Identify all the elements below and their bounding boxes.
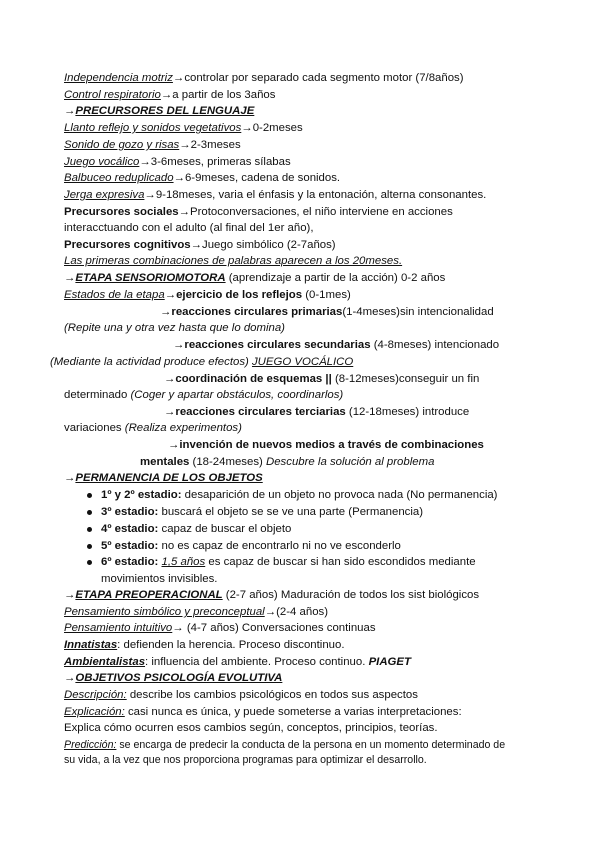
arrow-icon: → xyxy=(164,406,176,418)
line-precursores-cognitivos xyxy=(64,238,336,252)
reference: JUEGO VOCÁLICO xyxy=(251,356,354,368)
definition: →a partir de los 3años xyxy=(160,89,276,101)
note: (Coger y apartar obstáculos, coordinarlos) xyxy=(130,389,344,401)
text: variaciones xyxy=(64,422,125,434)
definition: casi nunca es única, y puede someterse a varias interpretaciones: xyxy=(124,706,462,718)
stage-name: mentales xyxy=(140,456,190,468)
stage-text: no es capaz de encontrarlo ni no ve esconderlo xyxy=(158,540,401,552)
term: Balbuceo reduplicado xyxy=(64,172,174,184)
bullet-icon xyxy=(87,544,92,549)
term: Pensamiento intuitivo xyxy=(64,622,173,634)
line-mentales xyxy=(140,455,434,469)
stage-label: 5º estadio: xyxy=(101,540,159,552)
definition: →Juego simbólico (2-7años) xyxy=(190,239,336,251)
heading-objetivos-psicologia xyxy=(64,671,282,685)
definition: se encarga de predecir la conducta de la persona en un momento determinado de xyxy=(116,739,506,751)
bullet-icon xyxy=(87,560,92,565)
stage-age: (12-18meses) introduce xyxy=(345,406,470,418)
stage-name: ejercicio de los reflejos xyxy=(176,289,303,301)
arrow-icon: → xyxy=(168,439,180,451)
text: su vida, a la vez que nos proporciona programas para optimizar el desarrollo. xyxy=(64,754,427,766)
line-descripcion xyxy=(64,688,418,702)
stage-text: desaparición de un objeto no provoca nada (No permanencia) xyxy=(181,489,498,501)
note: (Realiza experimentos) xyxy=(124,422,242,434)
term: Precursores cognitivos xyxy=(64,239,191,251)
term: Precursores sociales xyxy=(64,206,179,218)
line-innatistas xyxy=(64,638,345,652)
heading-etapa-sensoriomotora xyxy=(64,271,445,285)
stage-text: es capaz de buscar si han sido escondidos mediante xyxy=(205,556,476,568)
line-independencia-motriz xyxy=(64,71,464,85)
line-control-respiratorio xyxy=(64,88,275,102)
term: Descripción: xyxy=(64,689,127,701)
heading-text: PRECURSORES DEL LENGUAJE xyxy=(75,105,255,117)
term: Independencia motriz xyxy=(64,72,173,84)
definition: →3-6meses, primeras sílabas xyxy=(139,156,291,168)
definition: →9-18meses, varia el énfasis y la entonación, alterna consonantes. xyxy=(144,189,487,201)
line-mediante-actividad xyxy=(50,355,353,369)
definition: describe los cambios psicológicos en todos sus aspectos xyxy=(126,689,418,701)
definition: →0-2meses xyxy=(241,122,303,134)
arrow-icon: → xyxy=(164,289,177,301)
line-llanto-reflejo xyxy=(64,121,303,135)
line-sonido-gozo xyxy=(64,138,241,152)
line-pensamiento-simbolico xyxy=(64,605,328,619)
text: Explica cómo ocurren esos cambios según, conceptos, principios, teorías. xyxy=(64,722,438,734)
stage-text: buscará el objeto se se ve una parte (Permanencia) xyxy=(158,506,424,518)
text: Las primeras combinaciones de palabras aparecen a los 20meses. xyxy=(64,255,403,267)
line-precursores-sociales xyxy=(64,205,453,219)
heading-text: ETAPA SENSORIOMOTORA xyxy=(75,272,226,284)
line-explicacion xyxy=(64,705,462,719)
term: Control respiratorio xyxy=(64,89,161,101)
definition: : influencia del ambiente. Proceso continuo. xyxy=(145,656,369,668)
line-reacciones-primarias xyxy=(160,305,494,319)
stage-age: 1,5 años xyxy=(161,556,206,568)
line-reacciones-secundarias xyxy=(173,338,499,352)
line-coordinacion-esquemas xyxy=(164,372,479,386)
stage-age: (1-4meses)sin intencionalidad xyxy=(342,306,494,318)
arrow-icon: → xyxy=(160,306,172,318)
line-invencion xyxy=(168,438,484,452)
heading-text: ETAPA PREOPERACIONAL xyxy=(75,589,223,601)
line-determinado xyxy=(64,388,343,402)
term: Llanto reflejo y sonidos vegetativos xyxy=(64,122,242,134)
note: (Repite una y otra vez hasta que lo domina) xyxy=(64,322,285,334)
line-ambientalistas xyxy=(64,655,411,669)
stage-name: reacciones circulares terciarias xyxy=(175,406,346,418)
description: (2-7 años) Maduración de todos los sist biológicos xyxy=(222,589,480,601)
stage-name: reacciones circulares secundarias xyxy=(184,339,371,351)
note: (Mediante la actividad produce efectos) xyxy=(50,356,252,368)
heading-precursores-lenguaje xyxy=(64,104,254,118)
arrow-icon: → xyxy=(173,339,185,351)
stage-label: 4º estadio: xyxy=(101,523,159,535)
definition: →Protoconversaciones, el niño interviene en acciones xyxy=(178,206,453,218)
stage-text: movimientos invisibles. xyxy=(101,573,218,585)
description: (aprendizaje a partir de la acción) 0-2 años xyxy=(225,272,446,284)
stage-name: reacciones circulares primarias xyxy=(171,306,343,318)
list-item xyxy=(101,488,497,502)
term: Predicción: xyxy=(64,739,117,751)
definition: : defienden la herencia. Proceso discontinuo. xyxy=(117,639,345,651)
line-prediccion xyxy=(64,738,505,752)
arrow-icon: → xyxy=(64,672,76,684)
line-su-vida xyxy=(64,753,427,767)
stage-age: (18-24meses) xyxy=(189,456,266,468)
definition: →controlar por separado cada segmento motor (7/8años) xyxy=(172,72,464,84)
line-juego-vocalico xyxy=(64,155,291,169)
arrow-icon: → xyxy=(64,272,76,284)
term: Pensamiento simbólico y preconceptual xyxy=(64,606,265,618)
line-variaciones xyxy=(64,421,242,435)
term: Jerga expresiva xyxy=(64,189,145,201)
stage-age: (0-1mes) xyxy=(302,289,351,301)
heading-text: OBJETIVOS PSICOLOGÍA EVOLUTIVA xyxy=(75,672,283,684)
term: Innatistas xyxy=(64,639,118,651)
stage-label: 6º estadio: xyxy=(101,556,159,568)
line-repite xyxy=(64,321,285,335)
list-item xyxy=(101,505,423,519)
author: PIAGET xyxy=(368,656,411,668)
line-estados-etapa xyxy=(64,288,351,302)
stage-text: capaz de buscar el objeto xyxy=(158,523,292,535)
stage-label: 3º estadio: xyxy=(101,506,159,518)
line-continuation xyxy=(64,221,314,235)
term: Explicación: xyxy=(64,706,125,718)
heading-permanencia-objetos xyxy=(64,471,263,485)
line-primeras-combinaciones xyxy=(64,254,402,268)
list-item xyxy=(101,539,401,553)
arrow-icon: → xyxy=(64,105,76,117)
term: Juego vocálico xyxy=(64,156,140,168)
list-item xyxy=(101,522,291,536)
heading-text: PERMANENCIA DE LOS OBJETOS xyxy=(75,472,263,484)
stage-name: coordinación de esquemas || xyxy=(175,373,332,385)
term: Sonido de gozo y risas xyxy=(64,139,180,151)
line-reacciones-terciarias xyxy=(164,405,469,419)
list-item xyxy=(101,555,476,569)
stage-age: (8-12meses)conseguir un fin xyxy=(331,373,480,385)
line-balbuceo xyxy=(64,171,340,185)
stage-age: (4-8meses) intencionado xyxy=(370,339,500,351)
line-jerga-expresiva xyxy=(64,188,486,202)
heading-etapa-preoperacional xyxy=(64,588,479,602)
arrow-icon: → xyxy=(64,472,76,484)
line-explica-como xyxy=(64,721,438,735)
text: interacctuando con el adulto (al final del 1er año), xyxy=(64,222,314,234)
bullet-icon xyxy=(87,510,92,515)
definition: →(2-4 años) xyxy=(264,606,329,618)
bullet-icon xyxy=(87,527,92,532)
definition: →6-9meses, cadena de sonidos. xyxy=(173,172,341,184)
definition: →2-3meses xyxy=(179,139,241,151)
term: Estados de la etapa xyxy=(64,289,165,301)
note: Descubre la solución al problema xyxy=(266,456,435,468)
text: determinado xyxy=(64,389,131,401)
line-pensamiento-intuitivo xyxy=(64,621,376,635)
term: Ambientalistas xyxy=(64,656,146,668)
stage-name: invención de nuevos medios a través de combinaciones xyxy=(179,439,484,451)
arrow-icon: → xyxy=(64,589,76,601)
definition: → (4-7 años) Conversaciones continuas xyxy=(172,622,376,634)
arrow-icon: → xyxy=(164,373,176,385)
bullet-icon xyxy=(87,493,92,498)
list-item-continuation xyxy=(101,572,217,586)
stage-label: 1º y 2º estadio: xyxy=(101,489,182,501)
